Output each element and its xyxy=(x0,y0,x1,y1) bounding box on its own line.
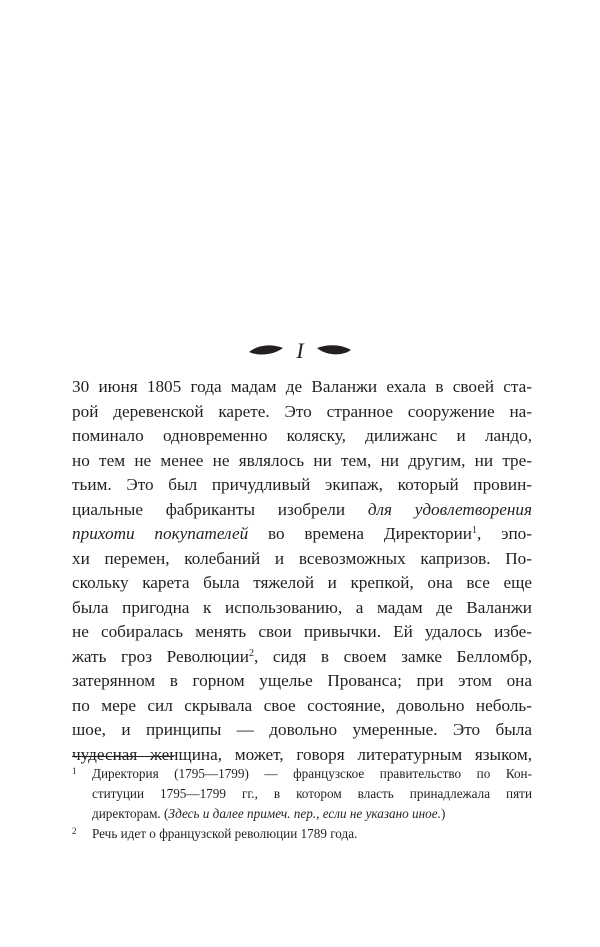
text-run: шое, и принципы — довольно умеренные. Это была xyxy=(72,720,532,739)
text-run: во времена Директории xyxy=(248,524,472,543)
text-run: рой деревенской карете. Это странное сооружение на- xyxy=(72,401,532,421)
chapter-ornament xyxy=(245,338,355,364)
text-line xyxy=(72,473,532,498)
text-line xyxy=(72,694,532,719)
text-line xyxy=(72,645,532,670)
text-run: жать гроз Революции xyxy=(72,646,249,666)
text-run: ) xyxy=(440,806,446,821)
text-run: по мере сил скрывала свое состояние, довольно неболь- xyxy=(72,695,532,715)
text-line xyxy=(72,449,532,474)
left-leaf-icon xyxy=(249,345,283,354)
text-line xyxy=(72,400,532,425)
footnote-line xyxy=(92,804,532,824)
footnote-ref: 2 xyxy=(248,647,254,659)
text-run: Директория (1795—1799) — французское правительство по Кон- xyxy=(92,766,532,781)
text-line xyxy=(72,424,532,449)
text-run: 30 июня 1805 года мадам де Валанжи ехала в своей ста- xyxy=(72,377,532,396)
main-text xyxy=(72,375,532,767)
text-line xyxy=(72,620,532,645)
footnote-number: 2 xyxy=(72,826,77,836)
chapter-numeral: I xyxy=(296,338,304,363)
italic-text: для удовлетворения xyxy=(367,499,532,519)
footnote xyxy=(72,824,532,844)
footnote-line xyxy=(92,784,532,804)
footnote-text xyxy=(92,824,532,844)
text-run: но тем не менее не являлось ни тем, ни другим, ни тре- xyxy=(72,450,532,470)
footnote xyxy=(72,764,532,824)
text-run: тьим. Это был причудливый экипаж, который провин- xyxy=(72,475,532,494)
footnote-line xyxy=(92,764,532,784)
footnote-text xyxy=(92,764,532,824)
text-run: Речь идет о французской революции 1789 года. xyxy=(92,826,358,841)
text-line xyxy=(72,718,532,743)
text-run: была пригодна к использованию, а мадам де Валанжи xyxy=(72,597,532,617)
text-line xyxy=(72,596,532,621)
text-line xyxy=(72,669,532,694)
text-run: скольку карета была тяжелой и крепкой, она все еще xyxy=(72,573,532,592)
text-line xyxy=(72,547,532,572)
footnote-number: 1 xyxy=(72,766,77,776)
italic-text: прихоти покупателей xyxy=(72,524,249,543)
text-line xyxy=(72,498,532,523)
italic-text: Здесь и далее примеч. пер., если не указано иное. xyxy=(168,806,441,821)
footnote-ref: 1 xyxy=(472,525,477,536)
text-run: , эпо- xyxy=(477,524,532,543)
text-line xyxy=(72,522,532,547)
footnotes xyxy=(72,764,532,844)
text-run: поминало одновременно коляску, дилижанс и ландо, xyxy=(72,426,532,445)
footnote-separator xyxy=(72,756,174,757)
text-run: не собиралась менять свои привычки. Ей удалось избе- xyxy=(72,622,532,641)
text-run: затерянном в горном ущелье Прованса; при этом она xyxy=(72,671,532,690)
footnote-line xyxy=(92,824,532,844)
text-line xyxy=(72,375,532,400)
right-leaf-icon xyxy=(317,345,351,354)
text-run: хи перемен, колебаний и всевозможных капризов. По- xyxy=(72,548,532,568)
chapter-heading xyxy=(0,338,600,364)
text-run: , сидя в своем замке Белломбр, xyxy=(253,646,532,666)
text-run: циальные фабриканты изобрели xyxy=(72,499,368,519)
text-run: ституции 1795—1799 гг., в котором власть принадлежала пяти xyxy=(92,786,532,801)
text-run: директорам. ( xyxy=(92,806,169,821)
text-line xyxy=(72,571,532,596)
text-run: чудесная женщина, может, говоря литературным языком, xyxy=(72,744,532,764)
